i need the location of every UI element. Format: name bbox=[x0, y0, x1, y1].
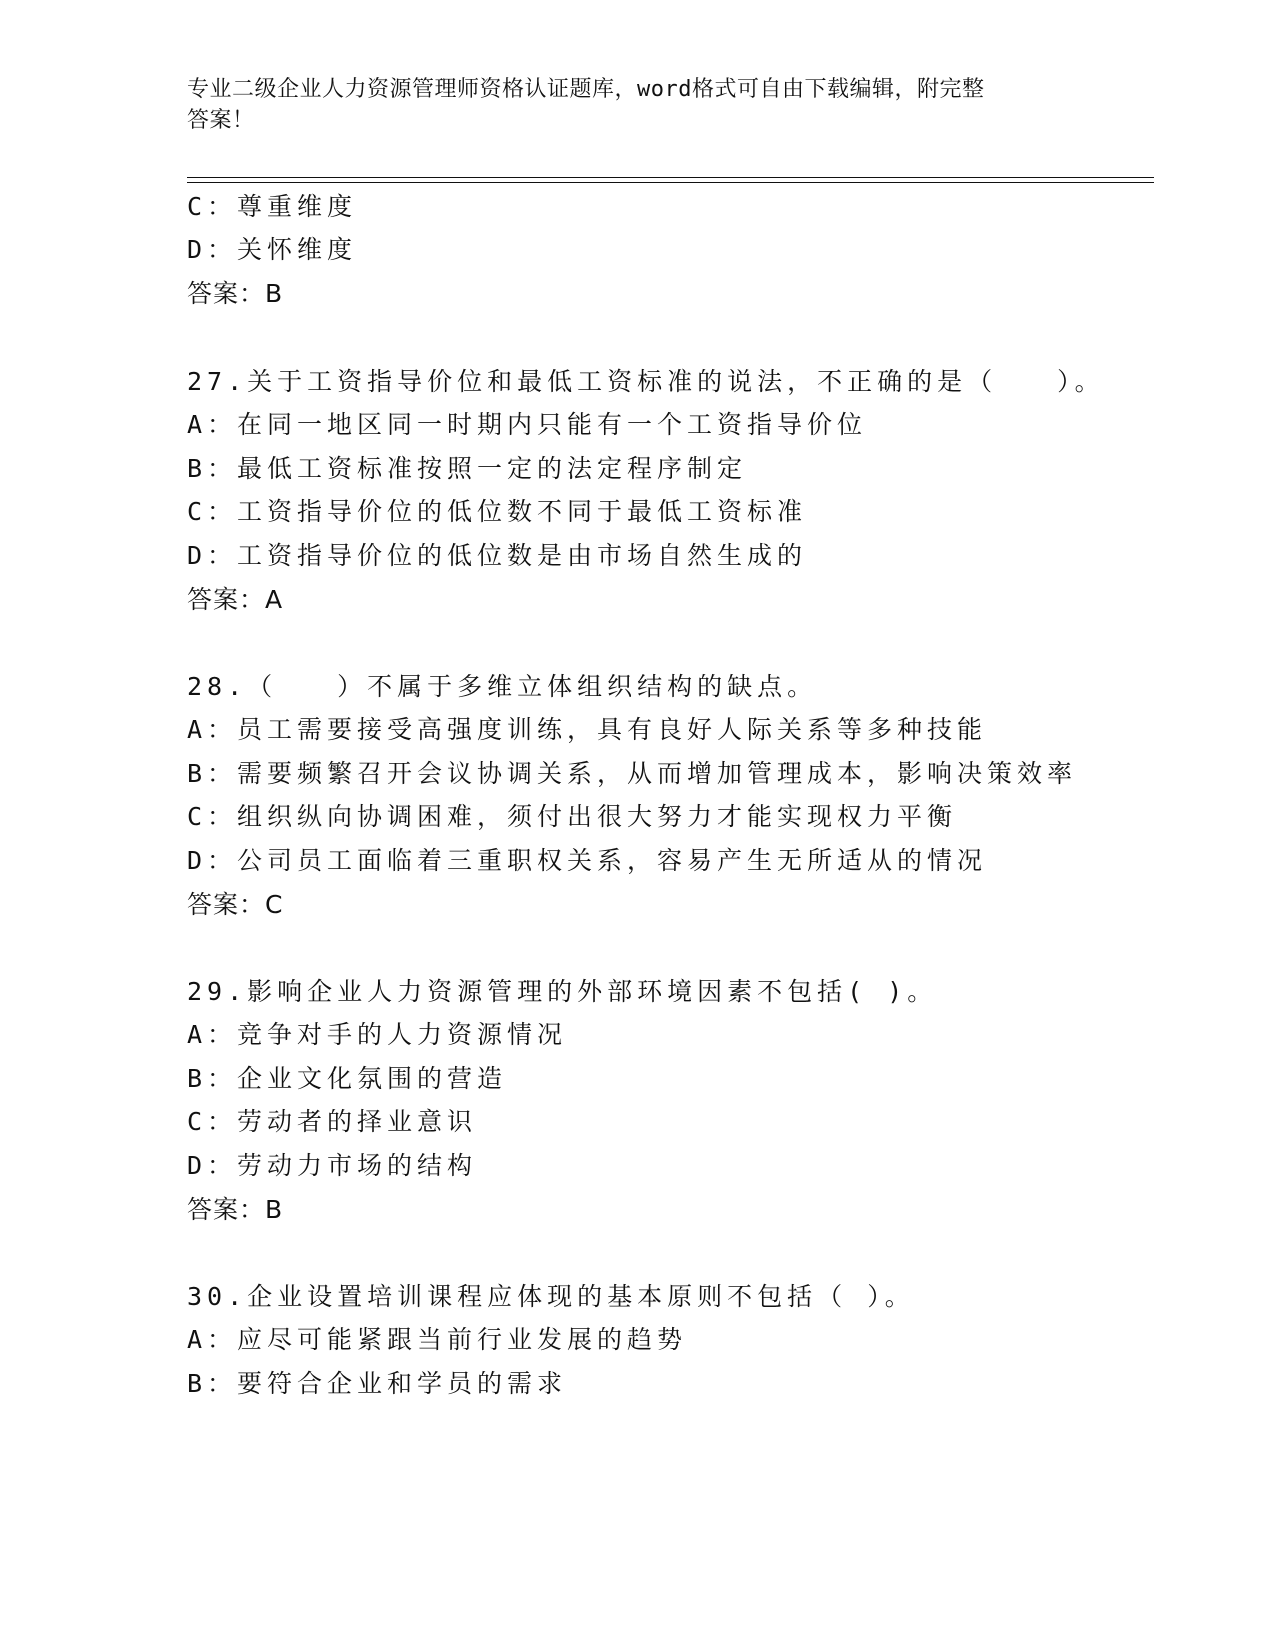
q30-option-a: A：应尽可能紧跟当前行业发展的趋势 bbox=[187, 1325, 688, 1354]
q28-option-a: A：员工需要接受高强度训练，具有良好人际关系等多种技能 bbox=[187, 715, 988, 744]
header-line-1: 专业二级企业人力资源管理师资格认证题库，word格式可自由下载编辑，附完整 bbox=[187, 77, 985, 102]
q28-stem: 28.（ ）不属于多维立体组织结构的缺点。 bbox=[187, 672, 818, 701]
q26-option-c: C：尊重维度 bbox=[187, 192, 358, 221]
q28-option-c: C：组织纵向协调困难，须付出很大努力才能实现权力平衡 bbox=[187, 802, 958, 831]
q29-option-b: B：企业文化氛围的营造 bbox=[187, 1064, 508, 1093]
q29-option-d: D：劳动力市场的结构 bbox=[187, 1151, 478, 1180]
q28-answer: 答案：C bbox=[187, 890, 284, 919]
header-divider-bottom bbox=[187, 182, 1154, 183]
q26-answer: 答案：B bbox=[187, 279, 284, 308]
q28-option-d: D：公司员工面临着三重职权关系，容易产生无所适从的情况 bbox=[187, 846, 988, 875]
q27-option-a: A：在同一地区同一时期内只能有一个工资指导价位 bbox=[187, 410, 868, 439]
q29-option-a: A：竞争对手的人力资源情况 bbox=[187, 1020, 568, 1049]
document-header bbox=[187, 74, 1087, 136]
q27-option-c: C：工资指导价位的低位数不同于最低工资标准 bbox=[187, 497, 808, 526]
q28-option-b: B：需要频繁召开会议协调关系，从而增加管理成本，影响决策效率 bbox=[187, 759, 1078, 788]
q30-option-b: B：要符合企业和学员的需求 bbox=[187, 1369, 568, 1398]
header-divider-top bbox=[187, 177, 1154, 178]
q29-stem: 29.影响企业人力资源管理的外部环境因素不包括( )。 bbox=[187, 977, 938, 1006]
q27-option-d: D：工资指导价位的低位数是由市场自然生成的 bbox=[187, 541, 808, 570]
q29-answer: 答案：B bbox=[187, 1195, 284, 1224]
q27-option-b: B：最低工资标准按照一定的法定程序制定 bbox=[187, 454, 748, 483]
q27-stem: 27.关于工资指导价位和最低工资标准的说法，不正确的是（ ）。 bbox=[187, 367, 1105, 396]
q26-option-d: D：关怀维度 bbox=[187, 235, 358, 264]
q27-answer: 答案：A bbox=[187, 585, 284, 614]
q29-option-c: C：劳动者的择业意识 bbox=[187, 1107, 478, 1136]
header-line-2: 答案！ bbox=[187, 108, 255, 133]
q30-stem: 30.企业设置培训课程应体现的基本原则不包括（ ）。 bbox=[187, 1282, 915, 1311]
